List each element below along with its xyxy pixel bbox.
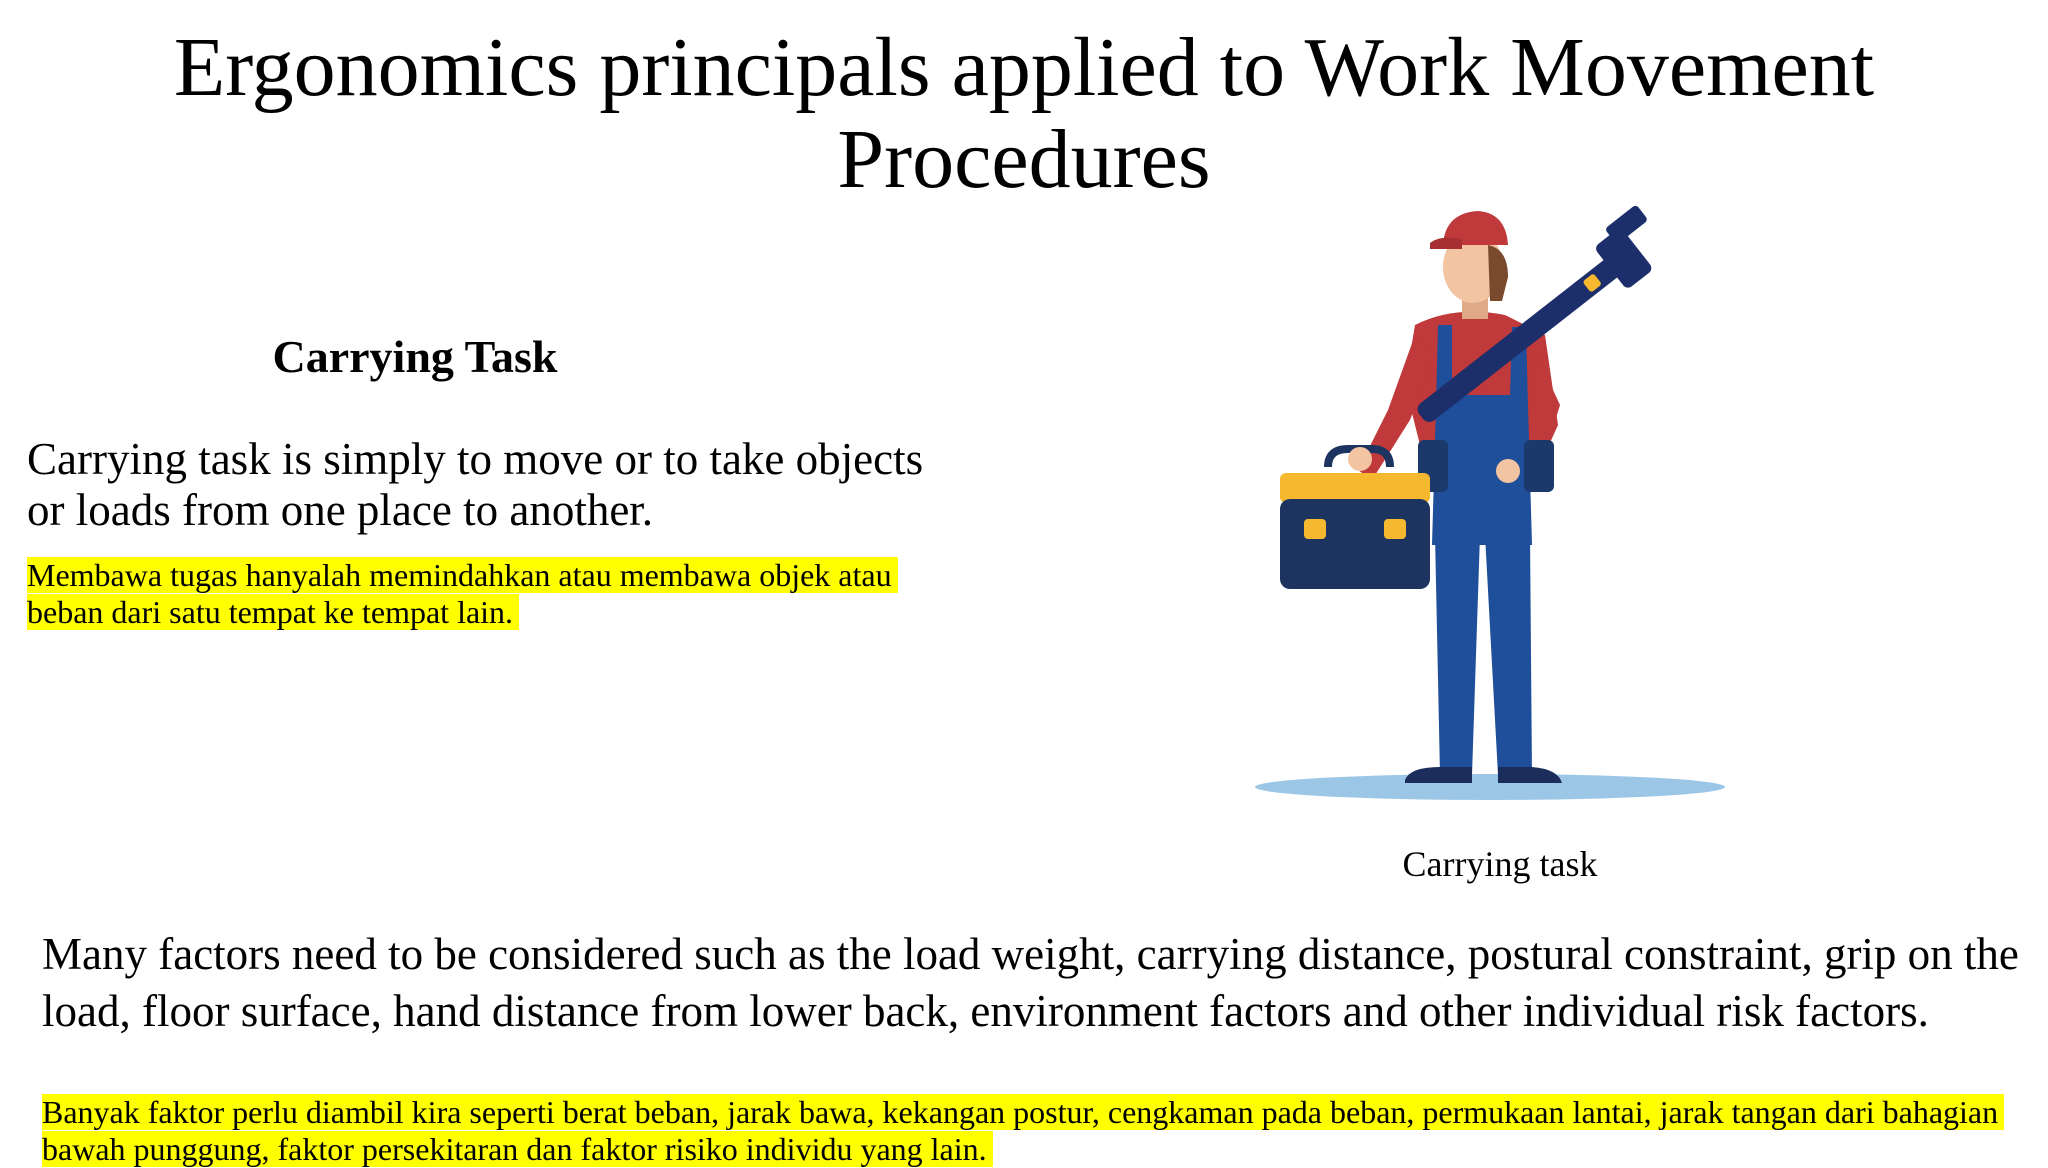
- body-paragraph-english: Many factors need to be considered such as the load weight, carrying distance, postural constraint, grip on the load, floor surface, hand distance from lower back, environment factors and other individual risk factors.: [42, 929, 2019, 1036]
- body-malay-highlight: Banyak faktor perlu diambil kira seperti berat beban, jarak bawa, kekangan postur, cengkaman pada beban, permukaan lantai, jarak tangan dari bahagian bawah punggung, faktor persekitaran dan faktor risiko individu yang lain.: [42, 1094, 2004, 1167]
- worker-illustration: [1240, 205, 1760, 815]
- worker-right-leg: [1485, 535, 1532, 775]
- lead-malay-highlight: Membawa tugas hanyalah memindahkan atau membawa objek atau beban dari satu tempat ke tempat lain.: [27, 557, 898, 630]
- worker-left-leg: [1435, 535, 1480, 775]
- section-heading: Carrying Task: [272, 331, 558, 382]
- worker-cap-brim: [1430, 238, 1462, 249]
- body-paragraph-malay: [42, 1094, 2032, 1168]
- lead-paragraph-english: Carrying task is simply to move or to take objects or loads from one place to another.: [27, 434, 924, 535]
- floor-shadow: [1255, 774, 1725, 800]
- tool-pouch-right: [1524, 440, 1554, 492]
- lead-paragraph-malay: [27, 557, 907, 631]
- slide-title: Ergonomics principals applied to Work Movement Procedures: [173, 21, 1875, 206]
- worker-left-shoe: [1405, 767, 1472, 783]
- worker-with-toolbox-icon: [1240, 205, 1760, 815]
- worker-hand-left: [1348, 447, 1372, 471]
- worker-hand-right: [1496, 459, 1520, 483]
- worker-right-shoe: [1498, 767, 1562, 783]
- toolbox: [1280, 449, 1430, 589]
- figure-caption: Carrying task: [1402, 844, 1598, 884]
- worker-hair: [1488, 245, 1508, 301]
